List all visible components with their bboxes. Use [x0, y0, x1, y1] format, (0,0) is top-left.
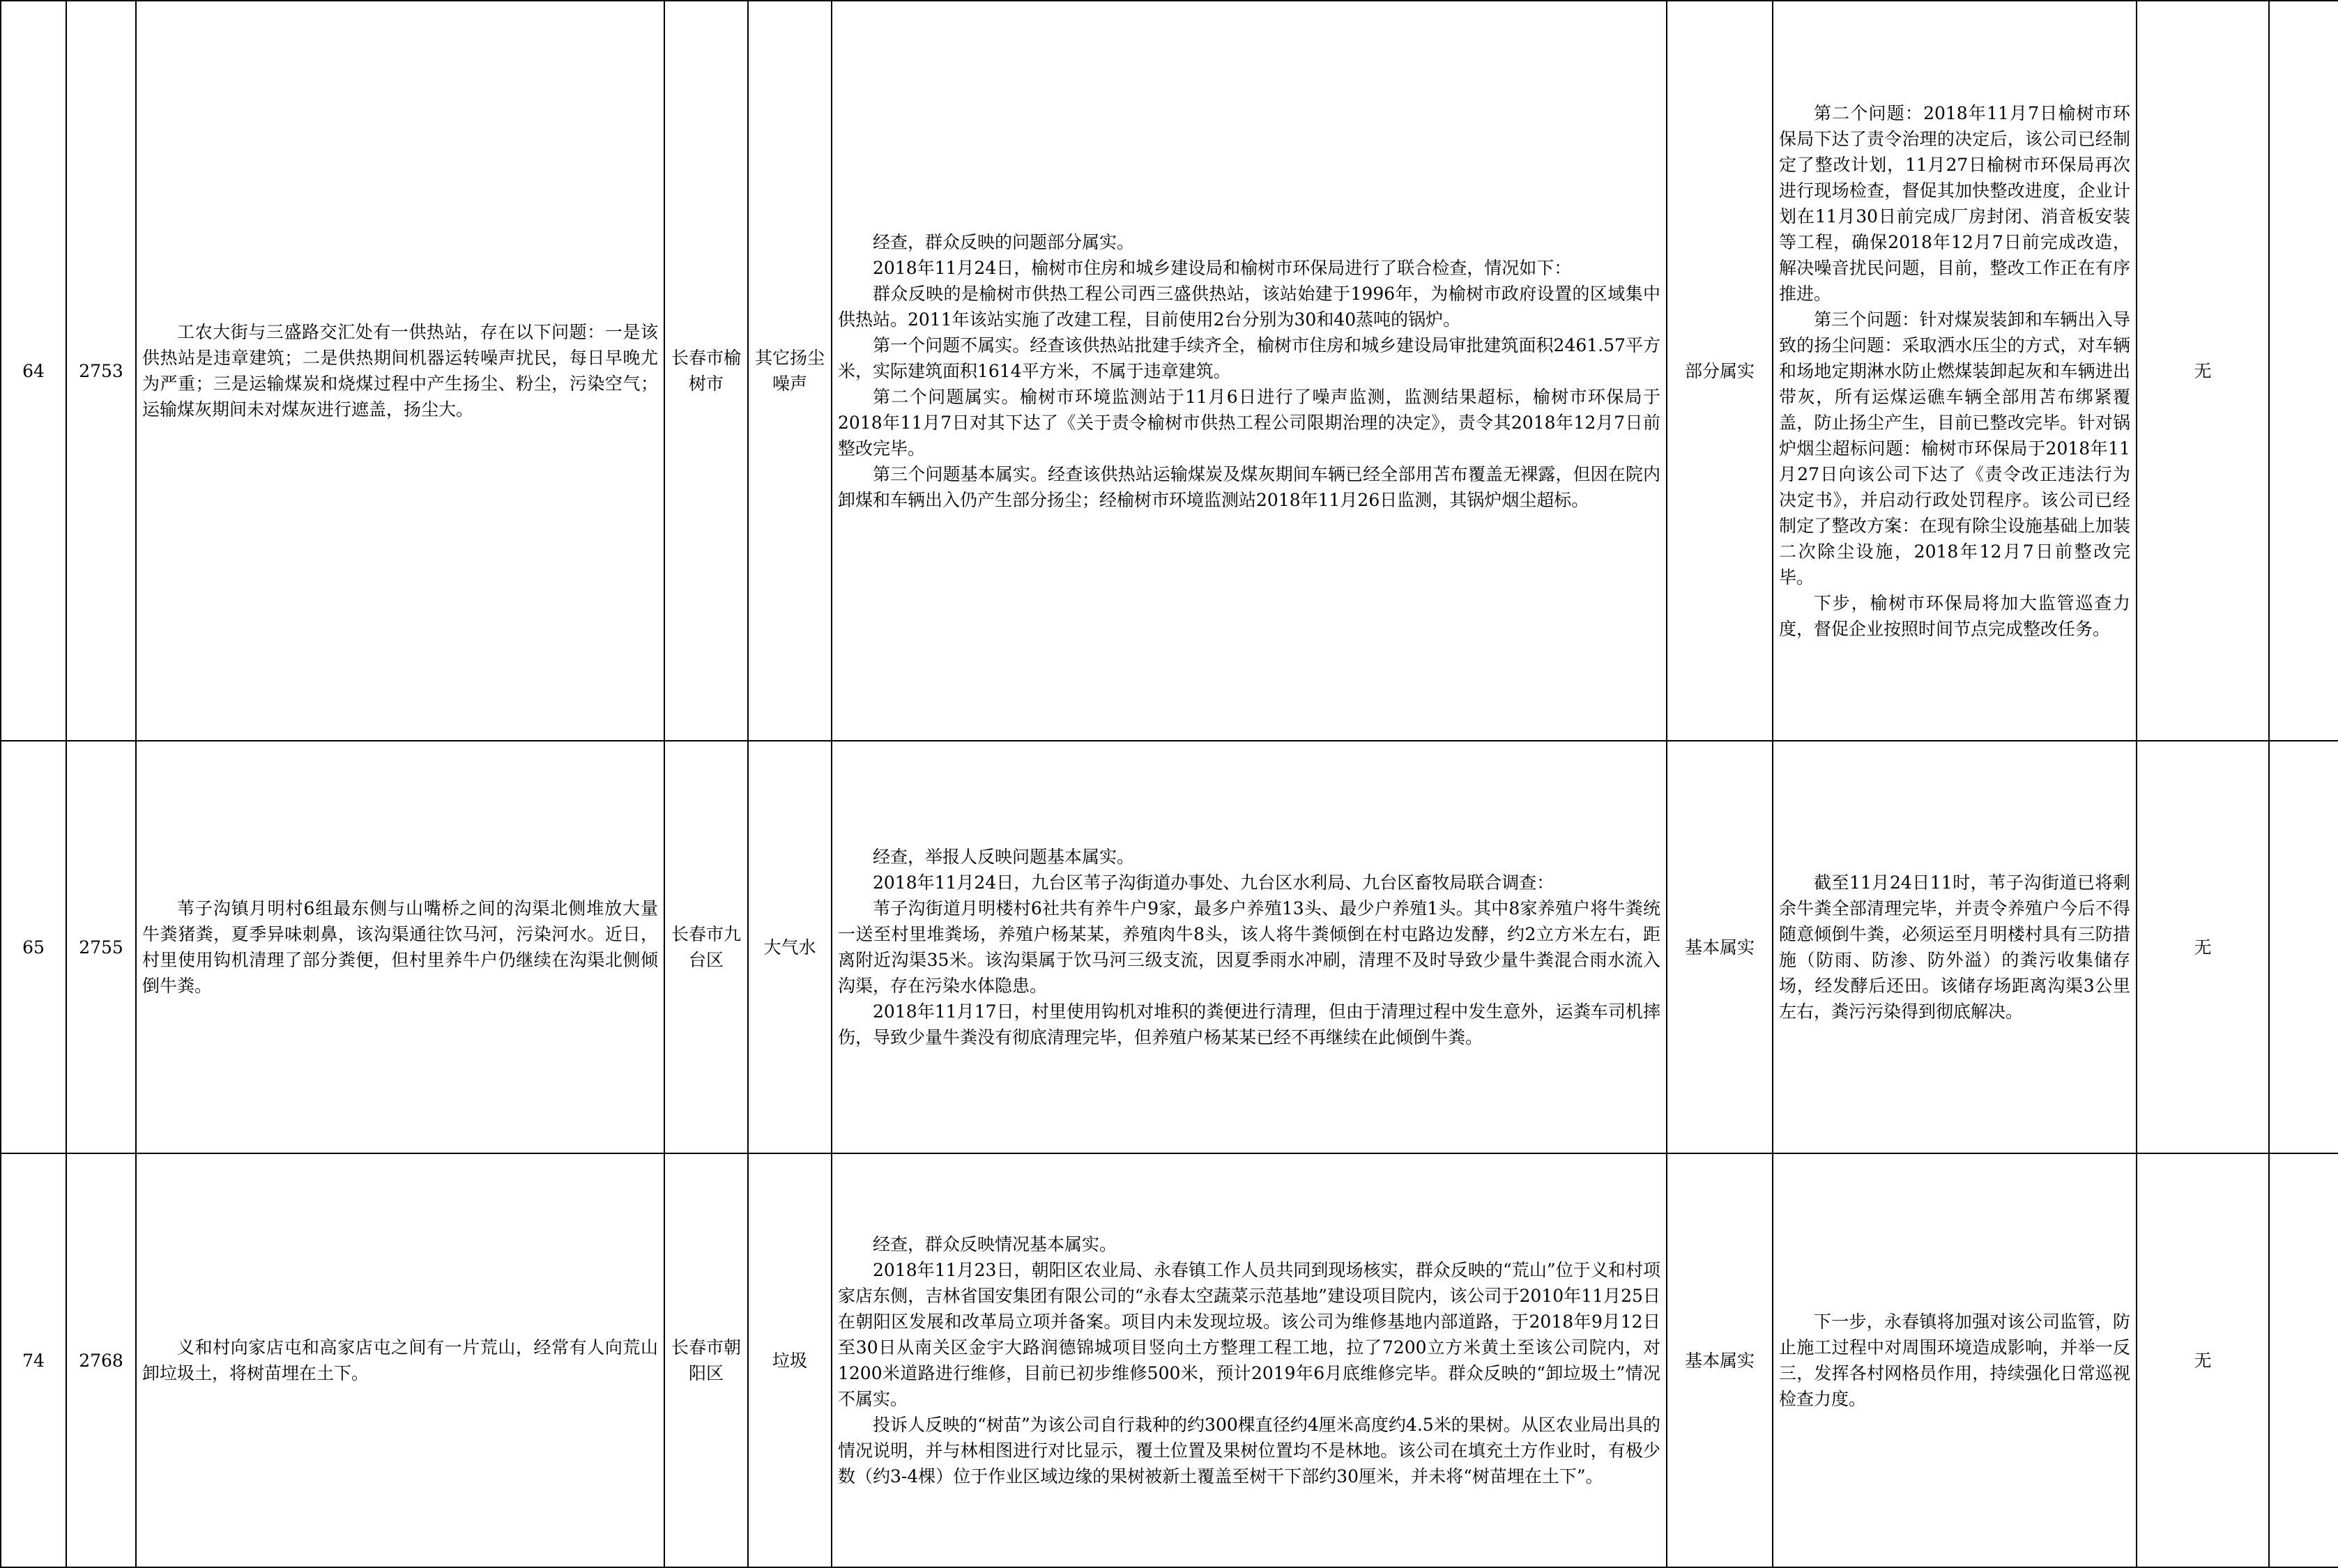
- rectification-cell: [1773, 1153, 2137, 1567]
- complaint-text: 义和村向家店屯和高家店屯之间有一片荒山，经常有人向荒山卸垃圾土，将树苗埋在土下。: [142, 1337, 658, 1383]
- accountability-cell: 无: [2137, 1153, 2269, 1567]
- findings-paragraph: 投诉人反映的“树苗”为该公司自行栽种的约300棵直径约4厘米高度约4.5米的果树。从区农业局出具的情况说明，并与林相图进行对比显示，覆土位置及果树位置均不是林地。该公司在填充土方作业时，有极少数（约3-4棵）位于作业区域边缘的果树被新土覆盖至树干下部约30厘米，并未将“树苗埋在土下”。: [838, 1415, 1660, 1486]
- case-number-cell: 2755: [66, 741, 136, 1153]
- rectification-paragraph: 截至11月24日11时，苇子沟街道已将剩余牛粪全部清理完毕，并责令养殖户今后不得随意倾倒牛粪，必须运至月明楼村具有三防措施（防雨、防渗、防外溢）的粪污收集储存场，经发酵后还田。该储存场距离沟渠3公里左右，粪污污染得到彻底解决。: [1779, 873, 2130, 1022]
- findings-paragraph: 第一个问题不属实。经查该供热站批建手续齐全，榆树市住房和城乡建设局审批建筑面积2461.57平方米，实际建筑面积1614平方米，不属于违章建筑。: [838, 335, 1660, 381]
- region-cell: 长春市朝阳区: [664, 1153, 748, 1567]
- findings-paragraph: 经查，举报人反映问题基本属实。: [873, 847, 1135, 867]
- findings-paragraph: 第二个问题属实。榆树市环境监测站于11月6日进行了噪声监测，监测结果超标，榆树市环保局于2018年11月7日对其下达了《关于责令榆树市供热工程公司限期治理的决定》，责令其2018年12月7日前整改完毕。: [838, 386, 1660, 459]
- findings-paragraph: 群众反映的是榆树市供热工程公司西三盛供热站，该站始建于1996年，为榆树市政府设置的区域集中供热站。2011年该站实施了改建工程，目前使用2台分别为30和40蒸吨的锅炉。: [838, 283, 1660, 330]
- case-number-cell: 2768: [66, 1153, 136, 1567]
- remark-cell: [2269, 1153, 2338, 1567]
- rectification-cell: [1773, 741, 2137, 1153]
- complaint-cell: [136, 741, 664, 1153]
- verdict-cell: 部分属实: [1667, 1, 1773, 741]
- seq-cell: 74: [1, 1153, 66, 1567]
- pollution-type-cell: 垃圾: [748, 1153, 832, 1567]
- verdict-cell: 基本属实: [1667, 1153, 1773, 1567]
- table-row: [1, 741, 2338, 1153]
- verdict-cell: 基本属实: [1667, 741, 1773, 1153]
- findings-paragraph: 苇子沟街道月明楼村6社共有养牛户9家，最多户养殖13头、最少户养殖1头。其中8家养殖户将牛粪统一送至村里堆粪场，养殖户杨某某，养殖肉牛8头，该人将牛粪倾倒在村屯路边发酵，约2立方米左右，距离附近沟渠35米。该沟渠属于饮马河三级支流，因夏季雨水冲刷，清理不及时导致少量牛粪混合雨水流入沟渠，存在污染水体隐患。: [838, 898, 1660, 996]
- findings-cell: [832, 1153, 1667, 1567]
- findings-paragraph: 经查，群众反映的问题部分属实。: [873, 231, 1135, 252]
- remark-cell: [2269, 1, 2338, 741]
- rectification-paragraph: 下步，榆树市环保局将加大监管巡查力度，督促企业按照时间节点完成整改任务。: [1779, 592, 2130, 639]
- complaint-text: 苇子沟镇月明村6组最东侧与山嘴桥之间的沟渠北侧堆放大量牛粪猪粪，夏季异味刺鼻，该沟渠通往饮马河，污染河水。近日，村里使用钩机清理了部分粪便，但村里养牛户仍继续在沟渠北侧倾倒牛粪。: [142, 898, 658, 996]
- rectification-paragraph: 第二个问题：2018年11月7日榆树市环保局下达了责令治理的决定后，该公司已经制定了整改计划，11月27日榆树市环保局再次进行现场检查，督促其加快整改进度，企业计划在11月30日前完成厂房封闭、消音板安装等工程，确保2018年12月7日前完成改造，解决噪音扰民问题，目前，整改工作正在有序推进。: [1779, 102, 2130, 304]
- complaint-text: 工农大街与三盛路交汇处有一供热站，存在以下问题：一是该供热站是违章建筑；二是供热期间机器运转噪声扰民，每日早晚尤为严重；三是运输煤炭和烧煤过程中产生扬尘、粉尘，污染空气；运输煤灰期间未对煤灰进行遮盖，扬尘大。: [142, 322, 658, 420]
- findings-cell: [832, 741, 1667, 1153]
- accountability-cell: 无: [2137, 1, 2269, 741]
- findings-paragraph: 经查，群众反映情况基本属实。: [873, 1234, 1117, 1254]
- region-cell: 长春市九台区: [664, 741, 748, 1153]
- remark-cell: [2269, 741, 2338, 1153]
- table-row: [1, 1, 2338, 741]
- pollution-type-cell: 其它扬尘噪声: [748, 1, 832, 741]
- rectification-paragraph: 第三个问题：针对煤炭装卸和车辆出入导致的扬尘问题：采取洒水压尘的方式，对车辆和场地定期淋水防止燃煤装卸起灰和车辆进出带灰，所有运煤运礁车辆全部用苫布绑紧覆盖，防止扬尘产生，目前已整改完毕。针对锅炉烟尘超标问题：榆树市环保局于2018年11月27日向该公司下达了《责令改正违法行为决定书》，并启动行政处罚程序。该公司已经制定了整改方案：在现有除尘设施基础上加装二次除尘设施，2018年12月7日前整改完毕。: [1779, 309, 2130, 587]
- seq-cell: 65: [1, 741, 66, 1153]
- rectification-paragraph: 下一步，永春镇将加强对该公司监管，防止施工过程中对周围环境造成影响，并举一反三，发挥各村网格员作用，持续强化日常巡视检查力度。: [1779, 1312, 2130, 1409]
- pollution-type-cell: 大气水: [748, 741, 832, 1153]
- findings-cell: [832, 1, 1667, 741]
- accountability-cell: 无: [2137, 741, 2269, 1153]
- findings-paragraph: 2018年11月23日，朝阳区农业局、永春镇工作人员共同到现场核实，群众反映的“荒山”位于义和村项家店东侧，吉林省国安集团有限公司的“永春太空蔬菜示范基地”建设项目院内，该公司于2010年11月25日在朝阳区发展和改革局立项并备案。项目内未发现垃圾。该公司为维修基地内部道路，于2018年9月12日至30日从南关区金宇大路润德锦城项目竖向土方整理工程工地，拉了7200立方米黄土至该公司院内，对1200米道路进行维修，目前已初步维修500米，预计2019年6月底维修完毕。群众反映的“卸垃圾土”情况不属实。: [838, 1260, 1660, 1409]
- region-cell: 长春市榆树市: [664, 1, 748, 741]
- case-number-cell: 2753: [66, 1, 136, 741]
- complaint-cell: [136, 1153, 664, 1567]
- findings-paragraph: 2018年11月24日，榆树市住房和城乡建设局和榆树市环保局进行了联合检查，情况如下：: [873, 257, 1572, 278]
- rectification-cell: [1773, 1, 2137, 741]
- findings-paragraph: 2018年11月17日，村里使用钩机对堆积的粪便进行清理，但由于清理过程中发生意外，运粪车司机摔伤，导致少量牛粪没有彻底清理完毕，但养殖户杨某某已经不再继续在此倾倒牛粪。: [838, 1001, 1660, 1047]
- seq-cell: 64: [1, 1, 66, 741]
- findings-paragraph: 2018年11月24日，九台区苇子沟街道办事处、九台区水利局、九台区畜牧局联合调查：: [873, 873, 1554, 893]
- findings-paragraph: 第三个问题基本属实。经查该供热站运输煤炭及煤灰期间车辆已经全部用苫布覆盖无裸露，但因在院内卸煤和车辆出入仍产生部分扬尘；经榆树市环境监测站2018年11月26日监测，其锅炉烟尘超标。: [838, 463, 1660, 510]
- complaint-cell: [136, 1, 664, 741]
- table-row: [1, 1153, 2338, 1567]
